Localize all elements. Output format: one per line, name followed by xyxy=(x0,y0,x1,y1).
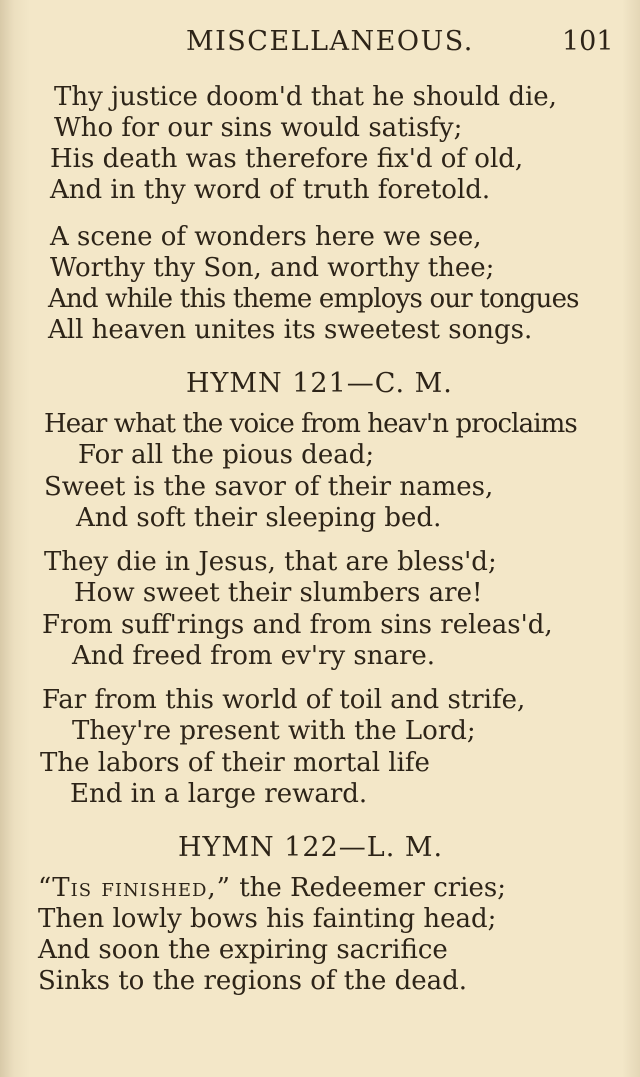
running-title: MISCELLANEOUS. xyxy=(186,26,474,57)
verse-line: And soft their sleeping bed. xyxy=(76,503,442,533)
verse-line: How sweet their slumbers are! xyxy=(74,578,483,608)
verse-line: Sinks to the regions of the dead. xyxy=(38,966,468,996)
verse-line: Far from this world of toil and strife, xyxy=(42,685,526,715)
hymn-122-heading: HYMN 122—L. M. xyxy=(178,832,444,863)
verse-line: All heaven unites its sweetest songs. xyxy=(48,315,533,345)
verse-line: The labors of their mortal life xyxy=(40,748,430,778)
verse-line: His death was therefore fix'd of old, xyxy=(50,144,524,174)
verse-line: Worthy thy Son, and worthy thee; xyxy=(50,253,495,283)
verse-line: A scene of wonders here we see, xyxy=(50,222,482,252)
verse-line: End in a large reward. xyxy=(70,779,368,809)
verse-line: Then lowly bows his fainting head; xyxy=(38,904,497,934)
verse-line: And freed from ev'ry snare. xyxy=(72,641,436,671)
verse-line: They die in Jesus, that are bless'd; xyxy=(44,547,497,577)
verse-line: Thy justice doom'd that he should die, xyxy=(54,82,557,112)
verse-line-first xyxy=(38,873,506,903)
verse-line: Who for our sins would satisfy; xyxy=(54,113,463,143)
verse-line: And in thy word of truth foretold. xyxy=(50,175,491,205)
tis-finished-small-caps: “Tis finished,” xyxy=(38,873,231,903)
hymn-121-heading: HYMN 121—C. M. xyxy=(186,368,453,399)
page-number: 101 xyxy=(562,26,614,57)
page-header xyxy=(0,26,640,62)
verse-line: For all the pious dead; xyxy=(78,440,375,470)
verse-line: From suff'rings and from sins releas'd, xyxy=(42,610,553,640)
verse-line-rest: the Redeemer cries; xyxy=(230,873,506,903)
verse-line: And while this theme employs our tongues xyxy=(48,284,579,314)
verse-line: They're present with the Lord; xyxy=(72,716,476,746)
verse-line: Sweet is the savor of their names, xyxy=(44,472,494,502)
verse-line: And soon the expiring sacrifice xyxy=(38,935,448,965)
verse-line: Hear what the voice from heav'n proclaims xyxy=(44,409,577,439)
